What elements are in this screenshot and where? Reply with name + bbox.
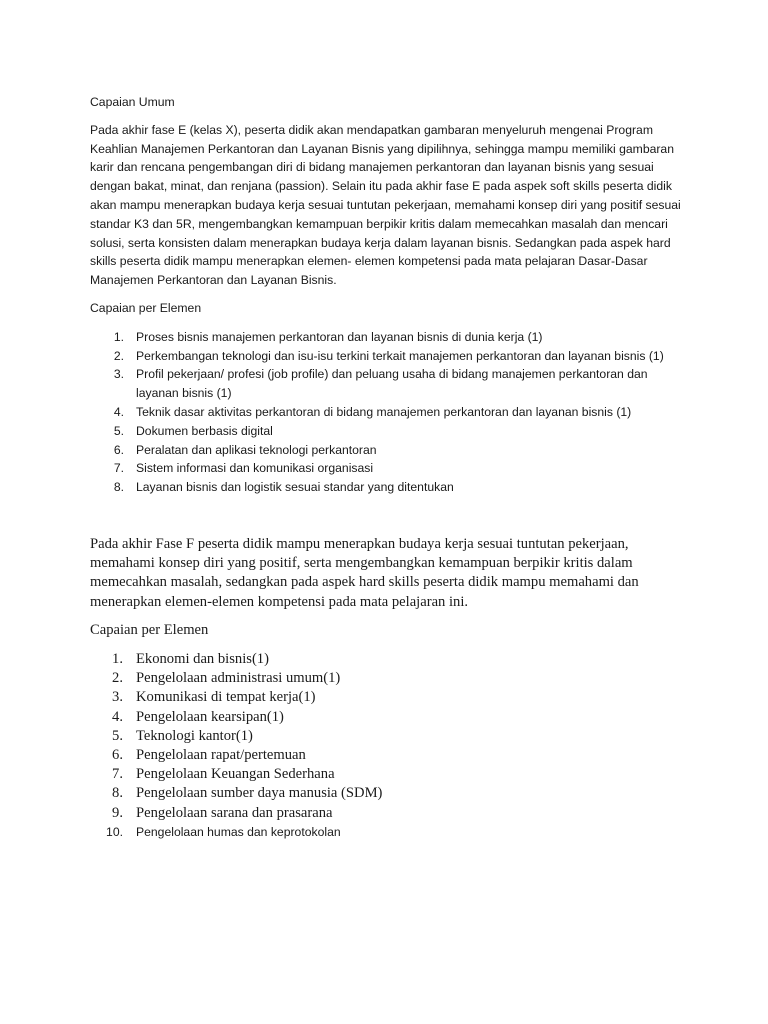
list-item — [90, 746, 686, 765]
list-item-text: Ekonomi dan bisnis(1) — [136, 650, 269, 667]
list-item — [90, 688, 686, 707]
list-number: 4. — [112, 708, 123, 725]
list-item — [90, 365, 686, 403]
list-item-text: Pengelolaan rapat/pertemuan — [136, 746, 306, 763]
list-item-text: Pengelolaan Keuangan Sederhana — [136, 766, 335, 783]
list-item-text: Pengelolaan humas dan keprotokolan — [136, 824, 341, 839]
elements-list-2 — [90, 650, 686, 842]
list-item — [90, 804, 686, 823]
fase-f-paragraph: Pada akhir Fase F peserta didik mampu menerapkan budaya kerja sesuai tuntutan pekerjaan, memahami konsep diri yang positif, serta mengembangkan kemampuan berpikir kritis dalam memecahkan masalah, sedangkan pada aspek hard skills peserta didik mampu memahami dan menerapkan elemen-elemen kompetensi pada mata pelajaran ini. — [90, 535, 639, 610]
list-item — [90, 328, 686, 347]
list-item-text: Pengelolaan administrasi umum(1) — [136, 670, 341, 687]
list-number: 5. — [113, 423, 124, 438]
list-item — [90, 784, 686, 803]
list-number: 3. — [112, 689, 123, 706]
list-number: 7. — [112, 766, 123, 783]
list-item-text: Perkembangan teknologi dan isu-isu terkini terkait manajemen perkantoran dan layanan bisnis (1) — [136, 348, 664, 363]
list-number: 1. — [112, 650, 123, 667]
list-item — [90, 650, 686, 669]
list-number: 5. — [112, 727, 123, 744]
list-number: 4. — [113, 404, 124, 419]
capaian-umum-heading: Capaian Umum — [90, 95, 175, 109]
list-item-text: Teknik dasar aktivitas perkantoran di bidang manajemen perkantoran dan layanan bisnis (1) — [136, 404, 632, 419]
list-item-text: Teknologi kantor(1) — [136, 727, 253, 744]
section-spacer — [90, 497, 686, 535]
list-item — [90, 441, 686, 460]
list-item — [90, 422, 686, 441]
list-item — [90, 765, 686, 784]
list-item — [90, 403, 686, 422]
list-item — [90, 478, 686, 497]
list-item-text: Pengelolaan kearsipan(1) — [136, 708, 284, 725]
list-item-text: Sistem informasi dan komunikasi organisasi — [136, 461, 374, 476]
list-item-text: Komunikasi di tempat kerja(1) — [136, 689, 316, 706]
list-item — [90, 708, 686, 727]
list-item-text: Pengelolaan sumber daya manusia (SDM) — [136, 785, 383, 802]
list-item-text: Peralatan dan aplikasi teknologi perkantoran — [136, 442, 377, 457]
list-number: 8. — [112, 785, 123, 802]
list-item-text: Proses bisnis manajemen perkantoran dan layanan bisnis di dunia kerja (1) — [136, 329, 543, 344]
list-item — [90, 347, 686, 366]
list-item — [90, 669, 686, 688]
list-number: 9. — [112, 804, 123, 821]
list-item — [90, 823, 686, 842]
list-number: 8. — [113, 480, 124, 495]
list-number: 1. — [113, 329, 124, 344]
list-item-text: Dokumen berbasis digital — [136, 423, 273, 438]
list-item-text: Pengelolaan sarana dan prasarana — [136, 804, 333, 821]
list-number: 6. — [113, 442, 124, 457]
list-number: 10. — [106, 824, 123, 839]
list-item-text: Profil pekerjaan/ profesi (job profile) dan peluang usaha di bidang manajemen perkantoran dan layanan bisnis (1) — [136, 367, 648, 401]
list-number: 2. — [113, 348, 124, 363]
list-number: 6. — [112, 746, 123, 763]
capaian-per-elemen-heading-2: Capaian per Elemen — [90, 621, 209, 638]
fase-e-paragraph: Pada akhir fase E (kelas X), peserta didik akan mendapatkan gambaran menyeluruh mengenai Program Keahlian Manajemen Perkantoran dan Layanan Bisnis yang dipilihnya, sehingga mampu memiliki gambaran karir dan rencana pengembangan diri di bidang manajemen perkantoran dan layanan bisnis yang sesuai dengan bakat, minat, dan renjana (passion). Selain itu pada akhir fase E pada aspek soft skills peserta didik akan mampu menerapkan budaya kerja sesuai tuntutan pekerjaan, memahami konsep diri yang positif sesuai standar K3 dan 5R, mengembangkan kemampuan berpikir kritis dalam memecahkan masalah dan mencari solusi, serta konsisten dalam menerapkan budaya kerja dalam layanan bisnis. Sedangkan pada aspek hard skills peserta didik mampu menerapkan elemen- elemen kompetensi pada mata pelajaran Dasar-Dasar Manajemen Perkantoran dan Layanan Bisnis. — [90, 122, 681, 288]
list-item — [90, 727, 686, 746]
list-item — [90, 459, 686, 478]
list-number: 7. — [113, 461, 124, 476]
list-number: 3. — [113, 367, 124, 382]
list-item-text: Layanan bisnis dan logistik sesuai standar yang ditentukan — [136, 480, 454, 495]
elements-list-1 — [90, 328, 686, 497]
capaian-per-elemen-heading-1: Capaian per Elemen — [90, 300, 202, 315]
list-number: 2. — [112, 670, 123, 687]
